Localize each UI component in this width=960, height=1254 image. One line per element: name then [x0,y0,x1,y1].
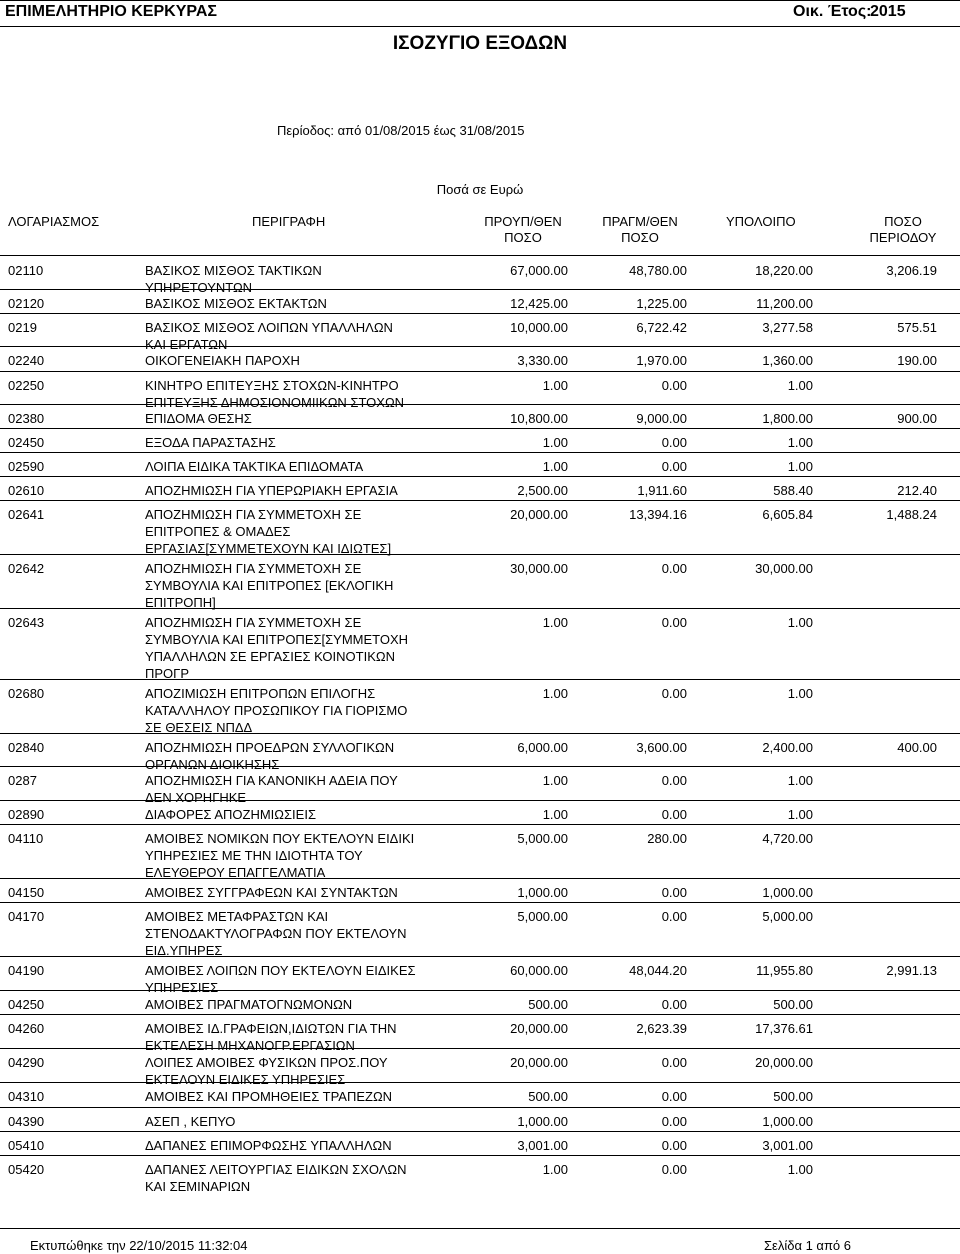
fiscal-year-value: 2015 [870,3,906,20]
period-amount: 900.00 [897,411,937,426]
account-code: 05420 [8,1162,45,1177]
actual-amount: 13,394.16 [629,507,687,522]
balance-amount: 1.00 [787,615,813,630]
col-header-period-line2: ΠΕΡΙΟΔΟΥ [869,230,937,245]
description-line: ΣΕ ΘΕΣΕΙΣ ΝΠΔΔ [145,720,253,735]
account-code: 04170 [8,909,45,924]
period-amount: 190.00 [897,353,937,368]
actual-amount: 0.00 [661,997,687,1012]
row-divider [0,1082,960,1083]
col-header-period [848,214,958,246]
col-header-budget-line1: ΠΡΟΥΠ/ΘΕΝ [484,214,562,229]
account-code: 04290 [8,1055,45,1070]
description-line: ΑΜΟΙΒΕΣ ΝΟΜΙΚΩΝ ΠΟΥ ΕΚΤΕΛΟΥΝ ΕΙΔΙΚΙ [145,831,415,846]
description-line: ΚΑΙ ΣΕΜΙΝΑΡΙΩΝ [145,1179,251,1194]
balance-amount: 1,800.00 [762,411,813,426]
description-line: ΕΛΕΥΘΕΡΟΥ ΕΠΑΓΓΕΛΜΑΤΙΑ [145,865,326,880]
description-line: ΔΑΠΑΝΕΣ ΛΕΙΤΟΥΡΓΙΑΣ ΕΙΔΙΚΩΝ ΣΧΟΛΩΝ [145,1162,407,1177]
actual-amount: 1,970.00 [636,353,687,368]
description-line: ΥΠΑΛΛΗΛΩΝ ΣΕ ΕΡΓΑΣΙΕΣ ΚΟΙΝΟΤΙΚΩΝ [145,649,395,664]
row-divider [0,313,960,314]
actual-amount: 0.00 [661,378,687,393]
account-description [145,1137,392,1154]
account-code: 04310 [8,1089,45,1104]
description-line: ΕΠΙΤΡΟΠΕΣ & ΟΜΑΔΕΣ [145,524,291,539]
row-divider [0,990,960,991]
account-code: 02380 [8,411,45,426]
description-line: ΑΜΟΙΒΕΣ ΛΟΙΠΩΝ ΠΟΥ ΕΚΤΕΛΟΥΝ ΕΙΔΙΚΕΣ [145,963,416,978]
balance-amount: 500.00 [773,997,813,1012]
actual-amount: 1,225.00 [636,296,687,311]
balance-amount: 1.00 [787,378,813,393]
account-code: 02610 [8,483,45,498]
row-divider [0,346,960,347]
row-divider [0,1014,960,1015]
description-line: ΚΙΝΗΤΡΟ ΕΠΙΤΕΥΞΗΣ ΣΤΟΧΩΝ-ΚΙΝΗΤΡΟ [145,378,399,393]
budget-amount: 1.00 [542,686,568,701]
account-description [145,830,414,881]
description-line: ΣΥΜΒΟΥΛΙΑ ΚΑΙ ΕΠΙΤΡΟΠΕΣ[ΣΥΜΜΕΤΟΧΗ [145,632,409,647]
description-line: ΚΑΤΑΛΛΗΛΟΥ ΠΡΟΣΩΠΙΚΟΥ ΓΙΑ ΓΙΟΡΙΣΜΟ [145,703,408,718]
description-line: ΑΠΟΖΗΜΙΩΣΗ ΓΙΑ ΣΥΜΜΕΤΟΧΗ ΣΕ [145,615,362,630]
actual-amount: 0.00 [661,1055,687,1070]
actual-amount: 0.00 [661,773,687,788]
row-divider [0,679,960,680]
col-header-account: ΛΟΓΑΡΙΑΣΜΟΣ [8,214,100,229]
account-description [145,908,407,959]
description-line: ΑΠΟΖΗΜΙΩΣΗ ΓΙΑ ΣΥΜΜΕΤΟΧΗ ΣΕ [145,507,362,522]
account-code: 02110 [8,263,44,278]
description-line: ΛΟΙΠΕΣ ΑΜΟΙΒΕΣ ΦΥΣΙΚΩΝ ΠΡΟΣ.ΠΟΥ [145,1055,388,1070]
balance-amount: 2,400.00 [762,740,813,755]
description-line: ΕΙΔ.ΥΠΗΡΕΣ [145,943,223,958]
description-line: ΔΙΑΦΟΡΕΣ ΑΠΟΖΗΜΙΩΣΙΕΙΣ [145,807,316,822]
account-code: 04260 [8,1021,45,1036]
description-line: ΑΠΟΖΗΜΙΩΣΗ ΓΙΑ ΣΥΜΜΕΤΟΧΗ ΣΕ [145,561,362,576]
actual-amount: 0.00 [661,807,687,822]
description-line: ΑΠΟΖΗΜΙΩΣΗ ΓΙΑ ΚΑΝΟΝΙΚΗ ΑΔΕΙΑ ΠΟΥ [145,773,398,788]
period-amount: 2,991.13 [886,963,937,978]
budget-amount: 1.00 [542,435,568,450]
balance-amount: 6,605.84 [762,507,813,522]
account-description [145,1054,388,1088]
budget-amount: 5,000.00 [517,909,568,924]
account-code: 04110 [8,831,44,846]
account-description [145,506,391,557]
budget-amount: 1.00 [542,807,568,822]
report-title: ΙΣΟΖΥΓΙΟ ΕΞΟΔΩΝ [392,33,568,54]
description-line: ΑΜΟΙΒΕΣ ΜΕΤΑΦΡΑΣΤΩΝ ΚΑΙ [145,909,329,924]
account-code: 04250 [8,997,45,1012]
balance-amount: 20,000.00 [755,1055,813,1070]
account-description [145,1113,235,1130]
budget-amount: 1.00 [542,615,568,630]
period-amount: 575.51 [897,320,937,335]
budget-amount: 20,000.00 [510,1021,568,1036]
actual-amount: 0.00 [661,686,687,701]
period-amount: 1,488.24 [886,507,937,522]
account-code: 0219 [8,320,37,335]
account-code: 02250 [8,378,45,393]
balance-amount: 1,360.00 [762,353,813,368]
col-header-period-line1: ΠΟΣΟ [884,214,922,229]
row-divider [0,1048,960,1049]
budget-amount: 10,800.00 [510,411,568,426]
account-description [145,434,276,451]
balance-amount: 1.00 [787,435,813,450]
balance-amount: 1.00 [787,686,813,701]
row-divider [0,476,960,477]
fiscal-year-label: Οικ. Έτος: [793,3,872,20]
account-description [145,806,316,823]
description-line: ΕΡΓΑΣΙΑΣ[ΣΥΜΜΕΤΕΧΟΥΝ ΚΑΙ ΙΔΙΩΤΕΣ] [145,541,392,556]
description-line: ΒΑΣΙΚΟΣ ΜΙΣΘΟΣ ΛΟΙΠΩΝ ΥΠΑΛΛΗΛΩΝ [145,320,393,335]
budget-amount: 1.00 [542,459,568,474]
actual-amount: 0.00 [661,615,687,630]
actual-amount: 9,000.00 [636,411,687,426]
description-line: ΑΠΟΖΗΜΙΩΣΗ ΓΙΑ ΥΠΕΡΩΡΙΑΚΗ ΕΡΓΑΣΙΑ [145,483,398,498]
row-divider [0,452,960,453]
budget-amount: 2,500.00 [517,483,568,498]
balance-amount: 11,200.00 [756,296,813,311]
description-line: ΥΠΗΡΕΣΙΕΣ ΜΕ ΤΗΝ ΙΔΙΟΤΗΤΑ ΤΟΥ [145,848,363,863]
row-divider [0,902,960,903]
account-description [145,319,393,353]
balance-amount: 500.00 [773,1089,813,1104]
description-line: ΔΕΝ ΧΟΡΗΓΗΚΕ [145,790,247,805]
budget-amount: 6,000.00 [517,740,568,755]
col-header-actual-line2: ΠΟΣΟ [621,230,659,245]
actual-amount: 0.00 [661,459,687,474]
description-line: ΒΑΣΙΚΟΣ ΜΙΣΘΟΣ ΕΚΤΑΚΤΩΝ [145,296,327,311]
account-code: 02120 [8,296,45,311]
account-description [145,1088,392,1105]
page-number: Σελίδα 1 από 6 [764,1238,851,1253]
actual-amount: 0.00 [661,1162,687,1177]
balance-amount: 1,000.00 [762,1114,813,1129]
account-description [145,482,398,499]
report-header [0,0,960,27]
budget-amount: 1,000.00 [517,1114,568,1129]
balance-amount: 1.00 [787,773,813,788]
account-code: 04390 [8,1114,45,1129]
description-line: ΟΡΓΑΝΩΝ ΔΙΟΙΚΗΣΗΣ [145,757,280,772]
row-divider [0,766,960,767]
budget-amount: 12,425.00 [510,296,568,311]
account-description [145,410,252,427]
budget-amount: 5,000.00 [517,831,568,846]
printed-timestamp: Εκτυπώθηκε την 22/10/2015 11:32:04 [30,1238,248,1253]
account-code: 02643 [8,615,45,630]
balance-amount: 1.00 [787,807,813,822]
budget-amount: 500.00 [528,1089,568,1104]
description-line: ΥΠΗΡΕΣΙΕΣ [145,980,219,995]
account-code: 02450 [8,435,45,450]
balance-amount: 18,220.00 [755,263,813,278]
period-amount: 3,206.19 [886,263,937,278]
actual-amount: 0.00 [661,885,687,900]
row-divider [0,371,960,372]
description-line: ΑΜΟΙΒΕΣ ΠΡΑΓΜΑΤΟΓΝΩΜΟΝΩΝ [145,997,353,1012]
row-divider [0,1131,960,1132]
account-description [145,962,416,996]
actual-amount: 1,911.60 [637,483,687,498]
account-description [145,262,322,296]
budget-amount: 500.00 [528,997,568,1012]
description-line: ΑΠΟΖΗΜΙΩΣΗ ΠΡΟΕΔΡΩΝ ΣΥΛΛΟΓΙΚΩΝ [145,740,395,755]
description-line: ΟΙΚΟΓΕΝΕΙΑΚΗ ΠΑΡΟΧΗ [145,353,300,368]
actual-amount: 0.00 [661,909,687,924]
budget-amount: 1.00 [542,378,568,393]
account-code: 04190 [8,963,45,978]
budget-amount: 10,000.00 [510,320,568,335]
col-header-budget-line2: ΠΟΣΟ [504,230,542,245]
account-description [145,772,398,806]
account-description [145,884,398,901]
account-description [145,377,404,411]
currency-note: Ποσά σε Ευρώ [436,182,524,197]
balance-amount: 30,000.00 [755,561,813,576]
actual-amount: 280.00 [647,831,687,846]
footer-divider [0,1228,960,1229]
budget-amount: 1.00 [542,1162,568,1177]
balance-amount: 11,955.80 [756,963,813,978]
actual-amount: 0.00 [661,1089,687,1104]
row-divider [0,404,960,405]
account-description [145,614,408,682]
account-description [145,996,352,1013]
description-line: ΚΑΙ ΕΡΓΑΤΩΝ [145,337,228,352]
row-divider [0,608,960,609]
row-divider [0,428,960,429]
row-divider [0,878,960,879]
description-line: ΣΤΕΝΟΔΑΚΤΥΛΟΓΡΑΦΩΝ ΠΟΥ ΕΚΤΕΛΟΥΝ [145,926,407,941]
col-header-actual [585,214,695,246]
budget-amount: 1.00 [542,773,568,788]
description-line: ΕΚΤΕΛΟΥΝ ΕΙΔΙΚΕΣ ΥΠΗΡΕΣΙΕΣ [145,1072,346,1087]
row-divider [0,255,960,256]
description-line: ΠΡΟΓΡ [145,666,190,681]
account-code: 05410 [8,1138,45,1153]
balance-amount: 3,001.00 [762,1138,813,1153]
period-amount: 400.00 [897,740,937,755]
budget-amount: 3,330.00 [517,353,568,368]
account-code: 02641 [8,507,45,522]
actual-amount: 6,722.42 [636,320,687,335]
account-description [145,1020,397,1054]
description-line: ΛΟΙΠΑ ΕΙΔΙΚΑ ΤΑΚΤΙΚΑ ΕΠΙΔΟΜΑΤΑ [145,459,364,474]
description-line: ΕΠΙΔΟΜΑ ΘΕΣΗΣ [145,411,252,426]
balance-amount: 5,000.00 [762,909,813,924]
account-description [145,458,363,475]
row-divider [0,1107,960,1108]
description-line: ΕΠΙΤΡΟΠΗ] [145,595,216,610]
balance-amount: 1,000.00 [762,885,813,900]
col-header-balance: ΥΠΟΛΟΙΠΟ [726,214,796,229]
actual-amount: 3,600.00 [636,740,687,755]
budget-amount: 20,000.00 [510,507,568,522]
description-line: ΕΞΟΔΑ ΠΑΡΑΣΤΑΣΗΣ [145,435,276,450]
balance-amount: 1.00 [787,459,813,474]
budget-amount: 60,000.00 [510,963,568,978]
actual-amount: 48,044.20 [629,963,687,978]
row-divider [0,1155,960,1156]
description-line: ΑΜΟΙΒΕΣ ΣΥΓΓΡΑΦΕΩΝ ΚΑΙ ΣΥΝΤΑΚΤΩΝ [145,885,398,900]
account-description [145,295,327,312]
account-description [145,739,394,773]
account-description [145,685,407,736]
account-code: 0287 [8,773,37,788]
account-code: 02840 [8,740,45,755]
balance-amount: 588.40 [773,483,813,498]
account-code: 02890 [8,807,45,822]
row-divider [0,800,960,801]
row-divider [0,824,960,825]
budget-amount: 1,000.00 [517,885,568,900]
report-period: Περίοδος: από 01/08/2015 έως 31/08/2015 [277,123,525,138]
account-code: 02590 [8,459,45,474]
budget-amount: 3,001.00 [517,1138,568,1153]
actual-amount: 0.00 [661,561,687,576]
col-header-actual-line1: ΠΡΑΓΜ/ΘΕΝ [602,214,678,229]
row-divider [0,289,960,290]
balance-amount: 4,720.00 [762,831,813,846]
budget-amount: 67,000.00 [510,263,568,278]
account-code: 02680 [8,686,45,701]
description-line: ΥΠΗΡΕΤΟΥΝΤΩΝ [145,280,253,295]
col-header-budget [468,214,578,246]
account-code: 04150 [8,885,45,900]
account-description [145,352,300,369]
balance-amount: 3,277.58 [762,320,813,335]
balance-amount: 1.00 [787,1162,813,1177]
budget-amount: 30,000.00 [510,561,568,576]
balance-amount: 17,376.61 [755,1021,813,1036]
description-line: ΕΚΤΕΛΕΣΗ ΜΗΧΑΝΟΓΡ.ΕΡΓΑΣΙΩΝ [145,1038,355,1053]
description-line: ΑΠΟΖΙΜΙΩΣΗ ΕΠΙΤΡΟΠΩΝ ΕΠΙΛΟΓΗΣ [145,686,376,701]
row-divider [0,500,960,501]
description-line: ΣΥΜΒΟΥΛΙΑ ΚΑΙ ΕΠΙΤΡΟΠΕΣ [ΕΚΛΟΓΙΚΗ [145,578,394,593]
description-line: ΕΠΙΤΕΥΞΗΣ ΔΗΜΟΣΙΟΝΟΜΙΙΚΩΝ ΣΤΟΧΩΝ [145,395,405,410]
account-description [145,560,393,611]
budget-amount: 20,000.00 [510,1055,568,1070]
actual-amount: 0.00 [661,435,687,450]
row-divider [0,956,960,957]
row-divider [0,554,960,555]
period-amount: 212.40 [897,483,937,498]
description-line: ΑΜΟΙΒΕΣ ΚΑΙ ΠΡΟΜΗΘΕΙΕΣ ΤΡΑΠΕΖΩΝ [145,1089,393,1104]
row-divider [0,733,960,734]
actual-amount: 48,780.00 [629,263,687,278]
description-line: ΒΑΣΙΚΟΣ ΜΙΣΘΟΣ ΤΑΚΤΙΚΩΝ [145,263,322,278]
description-line: ΔΑΠΑΝΕΣ ΕΠΙΜΟΡΦΩΣΗΣ ΥΠΑΛΛΗΛΩΝ [145,1138,392,1153]
account-code: 02240 [8,353,45,368]
description-line: ΑΜΟΙΒΕΣ ΙΔ.ΓΡΑΦΕΙΩΝ,ΙΔΙΩΤΩΝ ΓΙΑ ΤΗΝ [145,1021,397,1036]
description-line: ΑΣΕΠ , ΚΕΠΥΟ [145,1114,236,1129]
actual-amount: 0.00 [661,1138,687,1153]
account-description [145,1161,407,1195]
organization-name: ΕΠΙΜΕΛΗΤΗΡΙΟ ΚΕΡΚΥΡΑΣ [5,3,217,20]
actual-amount: 2,623.39 [636,1021,687,1036]
col-header-description: ΠΕΡΙΓΡΑΦΗ [252,214,326,229]
actual-amount: 0.00 [661,1114,687,1129]
account-code: 02642 [8,561,45,576]
